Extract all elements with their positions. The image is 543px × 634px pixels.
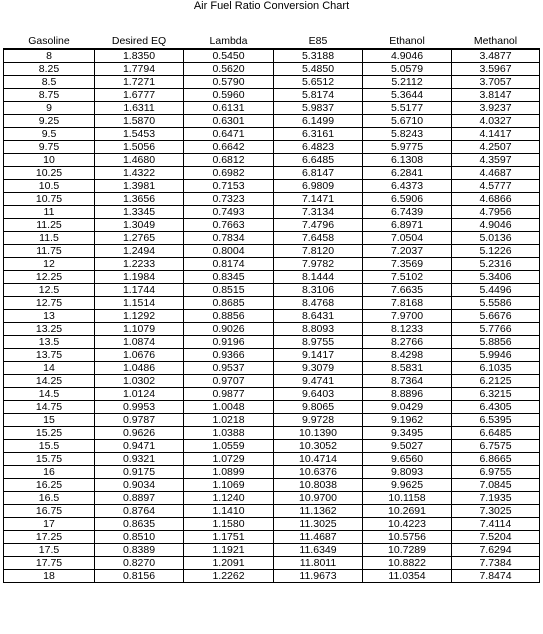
cell-desired-eq: 0.8764	[95, 505, 184, 518]
cell-lambda: 0.7323	[184, 193, 274, 206]
cell-lambda: 0.9026	[184, 323, 274, 336]
table-row	[4, 128, 540, 141]
cell-gasoline: 8.75	[4, 89, 95, 102]
cell-e85: 6.8147	[274, 167, 363, 180]
cell-gasoline: 12	[4, 258, 95, 271]
cell-lambda: 0.8685	[184, 297, 274, 310]
cell-e85: 6.9809	[274, 180, 363, 193]
cell-lambda: 0.9366	[184, 349, 274, 362]
table-row	[4, 49, 540, 63]
cell-ethanol: 5.6710	[363, 115, 452, 128]
table-row	[4, 375, 540, 388]
cell-lambda: 1.1921	[184, 544, 274, 557]
cell-desired-eq: 1.1744	[95, 284, 184, 297]
table-body	[4, 49, 540, 583]
cell-e85: 9.6403	[274, 388, 363, 401]
cell-desired-eq: 0.9471	[95, 440, 184, 453]
column-header-e85: E85	[274, 35, 363, 49]
cell-ethanol: 7.8168	[363, 297, 452, 310]
cell-desired-eq: 0.9953	[95, 401, 184, 414]
cell-ethanol: 6.5906	[363, 193, 452, 206]
cell-gasoline: 15.75	[4, 453, 95, 466]
cell-ethanol: 9.6560	[363, 453, 452, 466]
cell-ethanol: 7.3569	[363, 258, 452, 271]
cell-lambda: 0.8004	[184, 245, 274, 258]
cell-gasoline: 14	[4, 362, 95, 375]
cell-desired-eq: 1.2233	[95, 258, 184, 271]
cell-methanol: 3.8147	[452, 89, 540, 102]
cell-ethanol: 7.5102	[363, 271, 452, 284]
table-row	[4, 414, 540, 427]
table-row	[4, 336, 540, 349]
cell-methanol: 6.5395	[452, 414, 540, 427]
cell-methanol: 3.5967	[452, 63, 540, 76]
cell-ethanol: 10.2691	[363, 505, 452, 518]
table-row	[4, 297, 540, 310]
cell-methanol: 5.2316	[452, 258, 540, 271]
cell-methanol: 4.7956	[452, 206, 540, 219]
cell-e85: 10.8038	[274, 479, 363, 492]
cell-desired-eq: 0.9034	[95, 479, 184, 492]
cell-ethanol: 9.9625	[363, 479, 452, 492]
cell-e85: 9.9728	[274, 414, 363, 427]
cell-e85: 8.8093	[274, 323, 363, 336]
cell-gasoline: 12.25	[4, 271, 95, 284]
cell-lambda: 0.8174	[184, 258, 274, 271]
cell-e85: 10.6376	[274, 466, 363, 479]
cell-desired-eq: 1.1984	[95, 271, 184, 284]
cell-desired-eq: 1.6777	[95, 89, 184, 102]
cell-gasoline: 11.25	[4, 219, 95, 232]
cell-ethanol: 7.2037	[363, 245, 452, 258]
conversion-table	[3, 35, 540, 583]
cell-ethanol: 6.2841	[363, 167, 452, 180]
table-row	[4, 219, 540, 232]
cell-desired-eq: 0.8897	[95, 492, 184, 505]
cell-e85: 5.9837	[274, 102, 363, 115]
cell-e85: 6.6485	[274, 154, 363, 167]
cell-lambda: 1.0729	[184, 453, 274, 466]
table-row	[4, 557, 540, 570]
column-header-ethanol: Ethanol	[363, 35, 452, 49]
cell-methanol: 7.0845	[452, 479, 540, 492]
cell-desired-eq: 1.0486	[95, 362, 184, 375]
table-row	[4, 388, 540, 401]
cell-gasoline: 9	[4, 102, 95, 115]
cell-lambda: 1.0899	[184, 466, 274, 479]
cell-gasoline: 16.5	[4, 492, 95, 505]
cell-lambda: 0.7153	[184, 180, 274, 193]
cell-ethanol: 8.8896	[363, 388, 452, 401]
cell-methanol: 4.9046	[452, 219, 540, 232]
cell-methanol: 4.4687	[452, 167, 540, 180]
cell-gasoline: 10.75	[4, 193, 95, 206]
table-row	[4, 271, 540, 284]
cell-lambda: 0.6812	[184, 154, 274, 167]
cell-e85: 7.8120	[274, 245, 363, 258]
cell-methanol: 7.8474	[452, 570, 540, 583]
table-row	[4, 102, 540, 115]
cell-desired-eq: 1.8350	[95, 49, 184, 63]
cell-lambda: 0.5450	[184, 49, 274, 63]
cell-ethanol: 8.4298	[363, 349, 452, 362]
cell-methanol: 6.6485	[452, 427, 540, 440]
cell-e85: 7.3134	[274, 206, 363, 219]
cell-desired-eq: 1.4680	[95, 154, 184, 167]
table-row	[4, 284, 540, 297]
cell-e85: 11.3025	[274, 518, 363, 531]
cell-gasoline: 9.25	[4, 115, 95, 128]
cell-gasoline: 17.5	[4, 544, 95, 557]
cell-gasoline: 14.25	[4, 375, 95, 388]
cell-e85: 9.1417	[274, 349, 363, 362]
cell-desired-eq: 1.2494	[95, 245, 184, 258]
cell-desired-eq: 0.8510	[95, 531, 184, 544]
cell-e85: 9.8065	[274, 401, 363, 414]
table-row	[4, 570, 540, 583]
table-row	[4, 349, 540, 362]
table-row	[4, 440, 540, 453]
cell-ethanol: 6.7439	[363, 206, 452, 219]
cell-gasoline: 13	[4, 310, 95, 323]
cell-methanol: 5.0136	[452, 232, 540, 245]
cell-gasoline: 16.75	[4, 505, 95, 518]
cell-gasoline: 13.75	[4, 349, 95, 362]
cell-gasoline: 14.5	[4, 388, 95, 401]
cell-methanol: 4.5777	[452, 180, 540, 193]
table-row	[4, 193, 540, 206]
cell-lambda: 1.0559	[184, 440, 274, 453]
table-row	[4, 479, 540, 492]
table-row	[4, 531, 540, 544]
cell-desired-eq: 1.3345	[95, 206, 184, 219]
cell-methanol: 5.8856	[452, 336, 540, 349]
cell-gasoline: 9.75	[4, 141, 95, 154]
cell-desired-eq: 0.8156	[95, 570, 184, 583]
cell-gasoline: 9.5	[4, 128, 95, 141]
cell-methanol: 5.6676	[452, 310, 540, 323]
cell-desired-eq: 1.2765	[95, 232, 184, 245]
cell-methanol: 5.7766	[452, 323, 540, 336]
cell-gasoline: 11.75	[4, 245, 95, 258]
cell-ethanol: 10.7289	[363, 544, 452, 557]
cell-ethanol: 4.9046	[363, 49, 452, 63]
cell-e85: 10.4714	[274, 453, 363, 466]
cell-ethanol: 11.0354	[363, 570, 452, 583]
cell-desired-eq: 1.1079	[95, 323, 184, 336]
cell-gasoline: 16	[4, 466, 95, 479]
cell-ethanol: 5.8243	[363, 128, 452, 141]
cell-e85: 5.4850	[274, 63, 363, 76]
cell-gasoline: 15	[4, 414, 95, 427]
table-row	[4, 245, 540, 258]
cell-lambda: 0.6642	[184, 141, 274, 154]
cell-desired-eq: 0.9787	[95, 414, 184, 427]
cell-e85: 7.4796	[274, 219, 363, 232]
cell-methanol: 6.3215	[452, 388, 540, 401]
cell-e85: 10.3052	[274, 440, 363, 453]
cell-ethanol: 10.1158	[363, 492, 452, 505]
table-row	[4, 505, 540, 518]
table-row	[4, 141, 540, 154]
cell-e85: 11.1362	[274, 505, 363, 518]
cell-gasoline: 12.75	[4, 297, 95, 310]
table-row	[4, 492, 540, 505]
cell-ethanol: 8.7364	[363, 375, 452, 388]
table-row	[4, 258, 540, 271]
cell-methanol: 3.4877	[452, 49, 540, 63]
cell-methanol: 4.3597	[452, 154, 540, 167]
cell-lambda: 1.0388	[184, 427, 274, 440]
cell-lambda: 0.9196	[184, 336, 274, 349]
cell-e85: 8.4768	[274, 297, 363, 310]
cell-desired-eq: 1.1514	[95, 297, 184, 310]
cell-methanol: 3.7057	[452, 76, 540, 89]
cell-desired-eq: 1.0124	[95, 388, 184, 401]
cell-gasoline: 8.5	[4, 76, 95, 89]
cell-e85: 9.3079	[274, 362, 363, 375]
cell-lambda: 0.6301	[184, 115, 274, 128]
cell-lambda: 0.8856	[184, 310, 274, 323]
cell-gasoline: 13.5	[4, 336, 95, 349]
cell-e85: 8.1444	[274, 271, 363, 284]
cell-lambda: 1.0218	[184, 414, 274, 427]
cell-ethanol: 9.8093	[363, 466, 452, 479]
cell-methanol: 7.4114	[452, 518, 540, 531]
cell-e85: 7.6458	[274, 232, 363, 245]
cell-methanol: 4.2507	[452, 141, 540, 154]
cell-desired-eq: 1.6311	[95, 102, 184, 115]
cell-lambda: 0.6471	[184, 128, 274, 141]
cell-methanol: 3.9237	[452, 102, 540, 115]
table-row	[4, 154, 540, 167]
cell-e85: 8.6431	[274, 310, 363, 323]
cell-methanol: 6.9755	[452, 466, 540, 479]
cell-methanol: 5.5586	[452, 297, 540, 310]
column-header-methanol: Methanol	[452, 35, 540, 49]
cell-lambda: 1.1069	[184, 479, 274, 492]
cell-desired-eq: 1.5056	[95, 141, 184, 154]
table-row	[4, 76, 540, 89]
cell-ethanol: 8.5831	[363, 362, 452, 375]
cell-ethanol: 10.4223	[363, 518, 452, 531]
column-header-gasoline: Gasoline	[4, 35, 95, 49]
cell-e85: 11.8011	[274, 557, 363, 570]
cell-methanol: 7.5204	[452, 531, 540, 544]
cell-e85: 7.9782	[274, 258, 363, 271]
cell-lambda: 0.6982	[184, 167, 274, 180]
cell-gasoline: 10.5	[4, 180, 95, 193]
cell-desired-eq: 0.8635	[95, 518, 184, 531]
cell-desired-eq: 1.0302	[95, 375, 184, 388]
cell-gasoline: 15.5	[4, 440, 95, 453]
cell-ethanol: 6.8971	[363, 219, 452, 232]
cell-gasoline: 12.5	[4, 284, 95, 297]
cell-methanol: 4.6866	[452, 193, 540, 206]
table-row	[4, 63, 540, 76]
cell-e85: 10.1390	[274, 427, 363, 440]
cell-desired-eq: 1.5453	[95, 128, 184, 141]
column-header-lambda: Lambda	[184, 35, 274, 49]
cell-lambda: 0.6131	[184, 102, 274, 115]
cell-desired-eq: 0.8270	[95, 557, 184, 570]
cell-lambda: 0.5790	[184, 76, 274, 89]
cell-gasoline: 11	[4, 206, 95, 219]
table-row	[4, 89, 540, 102]
cell-desired-eq: 1.4322	[95, 167, 184, 180]
table-row	[4, 115, 540, 128]
table-row	[4, 518, 540, 531]
cell-desired-eq: 1.0874	[95, 336, 184, 349]
cell-e85: 6.4823	[274, 141, 363, 154]
cell-e85: 6.1499	[274, 115, 363, 128]
cell-methanol: 6.4305	[452, 401, 540, 414]
cell-ethanol: 9.3495	[363, 427, 452, 440]
cell-desired-eq: 0.8389	[95, 544, 184, 557]
table-row	[4, 362, 540, 375]
cell-lambda: 1.1580	[184, 518, 274, 531]
cell-gasoline: 10	[4, 154, 95, 167]
table-row	[4, 167, 540, 180]
cell-ethanol: 7.0504	[363, 232, 452, 245]
table-row	[4, 310, 540, 323]
cell-ethanol: 5.5177	[363, 102, 452, 115]
cell-ethanol: 7.6635	[363, 284, 452, 297]
cell-lambda: 1.1410	[184, 505, 274, 518]
cell-gasoline: 13.25	[4, 323, 95, 336]
cell-desired-eq: 0.9321	[95, 453, 184, 466]
cell-e85: 7.1471	[274, 193, 363, 206]
table-row	[4, 323, 540, 336]
cell-e85: 5.6512	[274, 76, 363, 89]
cell-methanol: 7.1935	[452, 492, 540, 505]
cell-lambda: 1.0048	[184, 401, 274, 414]
cell-lambda: 0.8515	[184, 284, 274, 297]
cell-lambda: 0.9537	[184, 362, 274, 375]
cell-gasoline: 14.75	[4, 401, 95, 414]
cell-ethanol: 5.3644	[363, 89, 452, 102]
cell-e85: 8.3106	[274, 284, 363, 297]
cell-methanol: 5.3406	[452, 271, 540, 284]
cell-ethanol: 8.1233	[363, 323, 452, 336]
header-row	[4, 35, 540, 49]
cell-gasoline: 8	[4, 49, 95, 63]
cell-ethanol: 5.2112	[363, 76, 452, 89]
cell-desired-eq: 1.1292	[95, 310, 184, 323]
table-row	[4, 401, 540, 414]
cell-ethanol: 9.0429	[363, 401, 452, 414]
cell-ethanol: 8.2766	[363, 336, 452, 349]
cell-gasoline: 18	[4, 570, 95, 583]
cell-methanol: 6.8665	[452, 453, 540, 466]
cell-e85: 5.3188	[274, 49, 363, 63]
cell-e85: 10.9700	[274, 492, 363, 505]
cell-desired-eq: 1.7271	[95, 76, 184, 89]
cell-methanol: 7.7384	[452, 557, 540, 570]
cell-desired-eq: 1.3656	[95, 193, 184, 206]
cell-methanol: 5.9946	[452, 349, 540, 362]
cell-desired-eq: 1.5870	[95, 115, 184, 128]
cell-desired-eq: 0.9626	[95, 427, 184, 440]
column-header-desired-eq: Desired EQ	[95, 35, 184, 49]
table-row	[4, 453, 540, 466]
cell-ethanol: 5.9775	[363, 141, 452, 154]
cell-methanol: 5.1226	[452, 245, 540, 258]
cell-e85: 11.9673	[274, 570, 363, 583]
page-title: Air Fuel Ratio Conversion Chart	[193, 0, 350, 12]
cell-gasoline: 16.25	[4, 479, 95, 492]
table-row	[4, 544, 540, 557]
cell-lambda: 1.2262	[184, 570, 274, 583]
table-row	[4, 232, 540, 245]
cell-ethanol: 7.9700	[363, 310, 452, 323]
cell-lambda: 0.7493	[184, 206, 274, 219]
table-row	[4, 206, 540, 219]
table-row	[4, 466, 540, 479]
cell-methanol: 7.3025	[452, 505, 540, 518]
cell-desired-eq: 0.9175	[95, 466, 184, 479]
cell-e85: 11.4687	[274, 531, 363, 544]
cell-gasoline: 15.25	[4, 427, 95, 440]
cell-lambda: 0.7663	[184, 219, 274, 232]
cell-gasoline: 17.75	[4, 557, 95, 570]
table-header	[4, 35, 540, 49]
cell-gasoline: 11.5	[4, 232, 95, 245]
cell-e85: 9.4741	[274, 375, 363, 388]
cell-e85: 11.6349	[274, 544, 363, 557]
cell-e85: 6.3161	[274, 128, 363, 141]
cell-lambda: 0.5960	[184, 89, 274, 102]
cell-ethanol: 10.8822	[363, 557, 452, 570]
cell-lambda: 0.9877	[184, 388, 274, 401]
cell-desired-eq: 1.0676	[95, 349, 184, 362]
cell-lambda: 0.9707	[184, 375, 274, 388]
cell-lambda: 0.5620	[184, 63, 274, 76]
cell-lambda: 1.2091	[184, 557, 274, 570]
cell-gasoline: 17	[4, 518, 95, 531]
cell-ethanol: 9.1962	[363, 414, 452, 427]
cell-methanol: 7.6294	[452, 544, 540, 557]
cell-gasoline: 8.25	[4, 63, 95, 76]
cell-desired-eq: 1.3981	[95, 180, 184, 193]
cell-e85: 8.9755	[274, 336, 363, 349]
cell-ethanol: 6.4373	[363, 180, 452, 193]
cell-gasoline: 17.25	[4, 531, 95, 544]
cell-lambda: 1.1240	[184, 492, 274, 505]
cell-desired-eq: 1.7794	[95, 63, 184, 76]
table-row	[4, 427, 540, 440]
cell-methanol: 4.0327	[452, 115, 540, 128]
cell-ethanol: 5.0579	[363, 63, 452, 76]
cell-lambda: 0.8345	[184, 271, 274, 284]
cell-methanol: 6.1035	[452, 362, 540, 375]
cell-gasoline: 10.25	[4, 167, 95, 180]
cell-e85: 5.8174	[274, 89, 363, 102]
cell-ethanol: 6.1308	[363, 154, 452, 167]
cell-desired-eq: 1.3049	[95, 219, 184, 232]
cell-ethanol: 9.5027	[363, 440, 452, 453]
cell-methanol: 6.2125	[452, 375, 540, 388]
cell-methanol: 5.4496	[452, 284, 540, 297]
cell-methanol: 6.7575	[452, 440, 540, 453]
cell-lambda: 1.1751	[184, 531, 274, 544]
table-row	[4, 180, 540, 193]
cell-lambda: 0.7834	[184, 232, 274, 245]
cell-methanol: 4.1417	[452, 128, 540, 141]
cell-ethanol: 10.5756	[363, 531, 452, 544]
